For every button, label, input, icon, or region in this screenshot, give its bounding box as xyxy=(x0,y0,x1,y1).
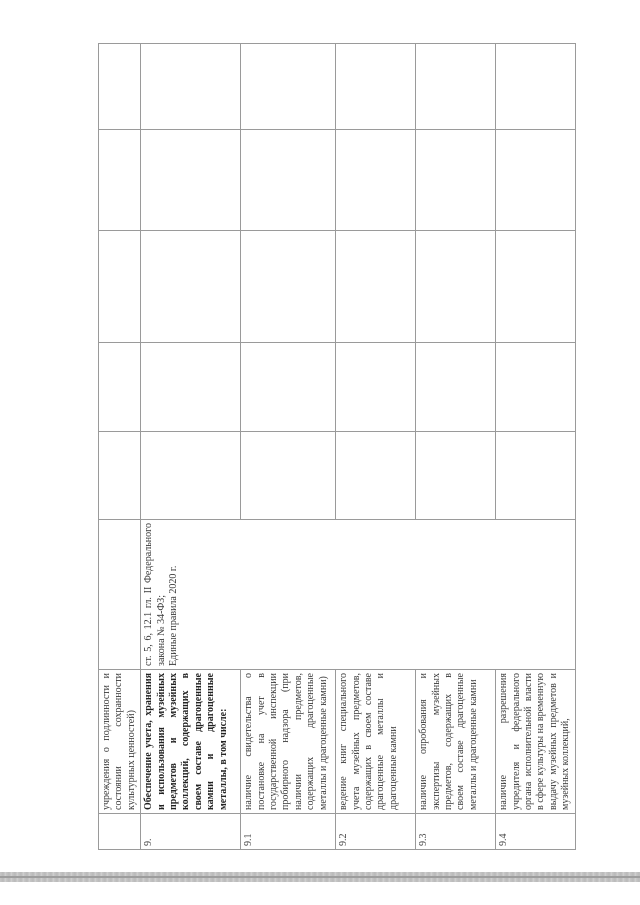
answer-cell-note xyxy=(416,130,496,231)
row-number: 9.1 xyxy=(241,814,336,850)
answer-cell-yes xyxy=(99,432,141,520)
scan-edge-band xyxy=(0,872,640,882)
row-number: 9. xyxy=(141,814,241,850)
answer-cell-yes xyxy=(336,432,416,520)
answer-cell-extra xyxy=(416,44,496,130)
requirement-text: ведение книг специального учета музейных предметов, содержащих в своем составе драгоценные металлы и драгоценные камни xyxy=(336,670,416,814)
requirement-text: учреждения о подлинности и состоянии сохранности культурных ценностей) xyxy=(99,670,141,814)
table-row xyxy=(416,44,496,850)
answer-cell-no xyxy=(141,343,241,432)
answer-cell-note xyxy=(336,130,416,231)
answer-cell-note xyxy=(496,130,575,231)
answer-cell-note xyxy=(141,130,241,231)
table-row xyxy=(99,44,141,850)
answer-cell-extra xyxy=(141,44,241,130)
table-row xyxy=(141,44,241,850)
answer-cell-no xyxy=(496,343,575,432)
legal-reference xyxy=(141,520,575,670)
answer-cell-no xyxy=(336,343,416,432)
answer-cell-extra xyxy=(241,44,336,130)
answer-cell-yes xyxy=(416,432,496,520)
requirement-text: Обеспечение учета, хранения и использования музейных предметов и музейных коллекций, содержащих в своем составе драгоценные камни и драгоценные металлы, в том числе: xyxy=(141,670,241,814)
answer-cell-extra xyxy=(496,44,575,130)
answer-cell-note xyxy=(99,130,141,231)
row-number: 9.3 xyxy=(416,814,496,850)
answer-cell-extra xyxy=(99,44,141,130)
table-row xyxy=(496,44,575,850)
answer-cell-na xyxy=(336,231,416,343)
answer-cell-yes xyxy=(496,432,575,520)
legal-reference-rules: Единые правила 2020 г. xyxy=(168,565,180,666)
requirement-text: наличие опробования и экспертизы музейных предметов, содержащих в своем составе драгоценные металлы и драгоценные камни xyxy=(416,670,496,814)
table-row xyxy=(241,44,336,850)
legal-reference-law: ст. 5, 6, 12.1 гл. II Федерального закона № 34-ФЗ; xyxy=(143,523,167,666)
answer-cell-note xyxy=(241,130,336,231)
requirements-table xyxy=(98,43,576,850)
answer-cell-no xyxy=(241,343,336,432)
answer-cell-extra xyxy=(336,44,416,130)
answer-cell-no xyxy=(416,343,496,432)
answer-cell-na xyxy=(99,231,141,343)
row-number xyxy=(99,814,141,850)
answer-cell-na xyxy=(241,231,336,343)
answer-cell-na xyxy=(141,231,241,343)
requirement-text: наличие разрешения учредителя и федерального органа исполнительной власти в сфере культуры на временную выдачу музейных предметов и музейных коллекций, xyxy=(496,670,575,814)
answer-cell-na xyxy=(416,231,496,343)
row-number: 9.4 xyxy=(496,814,575,850)
answer-cell-yes xyxy=(141,432,241,520)
answer-cell-yes xyxy=(241,432,336,520)
row-number: 9.2 xyxy=(336,814,416,850)
answer-cell-na xyxy=(496,231,575,343)
requirement-text: наличие свидетельства о постановке на учет в государственной инспекции пробирного надзора (при наличии предметов, содержащих драгоценные металлы и драгоценные камни) xyxy=(241,670,336,814)
table-row xyxy=(336,44,416,850)
answer-cell-no xyxy=(99,343,141,432)
legal-reference xyxy=(99,520,141,670)
rotated-table-wrapper xyxy=(98,44,572,850)
